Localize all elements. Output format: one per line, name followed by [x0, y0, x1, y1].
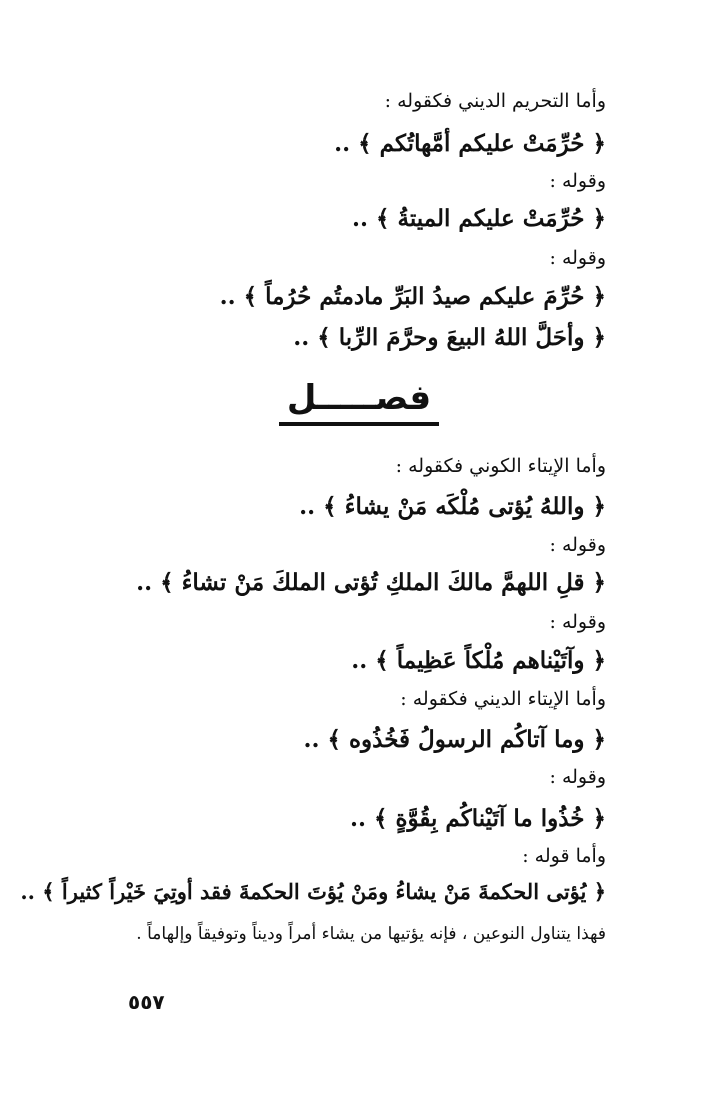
intro-line: وأما الإيتاء الديني فكقوله : — [400, 688, 606, 710]
section-heading-text: فصـــــل — [279, 378, 439, 426]
quran-verse: ﴿ حُرِّمَتْ عليكم الميتةُ ﴾ .. — [351, 205, 606, 232]
intro-line: وأما الإيتاء الكوني فكقوله : — [395, 455, 606, 477]
intro-line: وقوله : — [549, 611, 606, 633]
quran-verse: ﴿ وآتَيْناهم مُلْكاً عَظِيماً ﴾ .. — [351, 647, 606, 674]
intro-line: وقوله : — [549, 766, 606, 788]
prose-line: فهذا يتناول النوعين ، فإنه يؤتيها من يشاء أمراً وديناً وتوفيقاً وإلهاماً . — [136, 924, 606, 944]
section-heading — [0, 378, 718, 426]
quran-verse: ﴿ قلِ اللهمَّ مالكَ الملكِ تُؤتى الملكَ مَنْ تشاءُ ﴾ .. — [136, 569, 606, 596]
quran-verse: ﴿ وأحَلَّ اللهُ البيعَ وحرَّمَ الرِّبا ﴾ .. — [293, 324, 606, 351]
intro-line: وقوله : — [549, 534, 606, 556]
quran-verse: ﴿ حُرِّمَتْ عليكم أمَّهاتُكم ﴾ .. — [334, 130, 606, 157]
page-number: ٥٥٧ — [128, 990, 165, 1014]
quran-verse: ﴿ حُرِّمَ عليكم صيدُ البَرِّ مادمتُم حُرُماً ﴾ .. — [219, 283, 606, 310]
intro-line: وأما التحريم الديني فكقوله : — [384, 90, 606, 112]
quran-verse: ﴿ يُؤتى الحكمةَ مَنْ يشاءُ ومَنْ يُؤتَ الحكمةَ فقد أوتِيَ خَيْراً كثيراً ﴾ .. — [20, 879, 606, 904]
quran-verse: ﴿ واللهُ يُؤتى مُلْكَه مَنْ يشاءُ ﴾ .. — [299, 493, 606, 520]
quran-verse: ﴿ وما آتاكُم الرسولُ فَخُذُوه ﴾ .. — [303, 726, 606, 753]
intro-line: وقوله : — [549, 170, 606, 192]
intro-line: وقوله : — [549, 247, 606, 269]
quran-verse: ﴿ خُذُوا ما آتَيْناكُم بِقُوَّةٍ ﴾ .. — [349, 805, 606, 832]
intro-line: وأما قوله : — [522, 845, 606, 867]
